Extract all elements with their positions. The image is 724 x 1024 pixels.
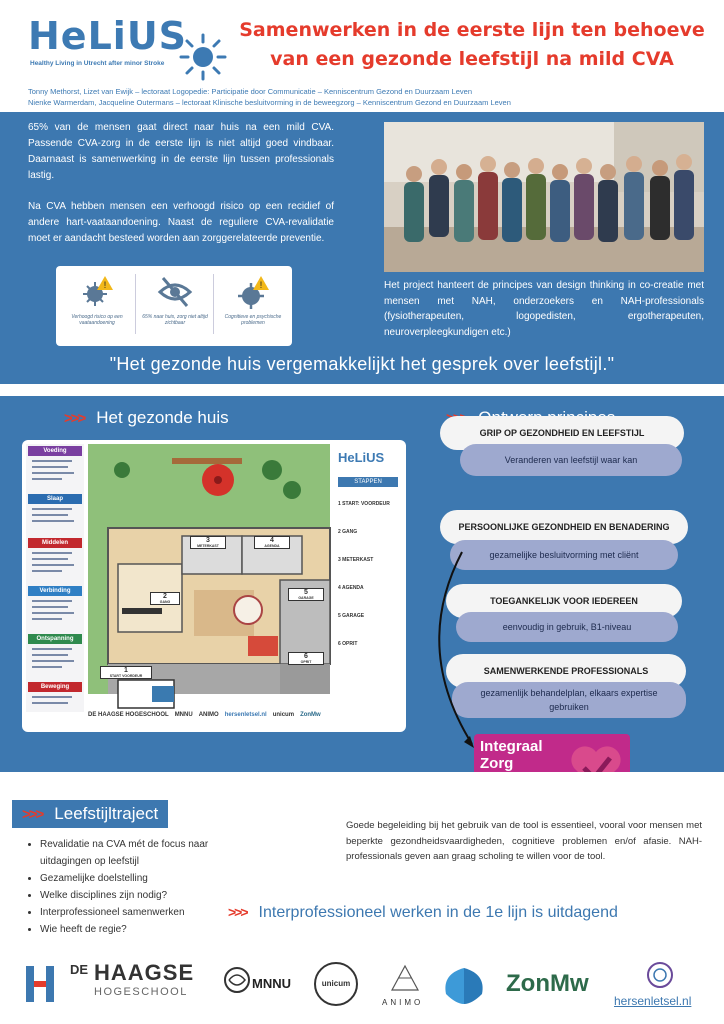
logo-zonmw: ZonMw <box>506 970 589 997</box>
hersenletsel-text: hersenletsel.nl <box>614 994 692 1008</box>
section-leefstijltraject <box>12 800 168 828</box>
cva-item-label: Verhoogd risico op een vaataandoening <box>71 314 123 326</box>
step-3: 3 METERKAST <box>338 557 374 563</box>
principle-3-sub: eenvoudig in gebruik, B1-niveau <box>456 612 678 642</box>
animo-text: ANIMO <box>382 998 424 1007</box>
principle-1-sub: Veranderen van leefstijl waar kan <box>460 444 682 476</box>
logo-tagline: Healthy Living in Utrecht after minor Stroke <box>30 60 165 67</box>
category-beweging: Beweging <box>40 684 70 690</box>
cva-item-cognitive <box>214 270 292 342</box>
brain-icon <box>224 966 250 1000</box>
room-number: 4 <box>270 537 274 544</box>
logo-zonmw: ZonMw <box>300 712 321 718</box>
chevrons-icon: >>> <box>228 904 247 920</box>
sun-icon <box>178 32 228 82</box>
room-name: GARAGE <box>298 596 314 600</box>
category-slaap: Slaap <box>46 496 63 502</box>
step-2: 2 GANG <box>338 529 358 535</box>
authors-line-1: Tonny Methorst, Lizet van Ewijk – lectoraat Logopedie: Participatie door Communicatie – Kenniscentrum Gezond en Duurzaam Leven <box>28 87 472 96</box>
wing-icon <box>440 964 488 1008</box>
poster-title <box>232 16 712 74</box>
room-label-oprit <box>288 652 324 665</box>
logo-name: HeLiUS <box>28 14 188 58</box>
hhs-mark-icon <box>24 964 68 1004</box>
room-name: OPRIT <box>300 660 312 664</box>
arrow-icon <box>422 548 482 758</box>
intro-text <box>28 120 334 262</box>
divider <box>0 384 724 396</box>
hhs-haagse: HAAGSE <box>94 960 195 985</box>
authors-line-2: Nienke Warmerdam, Jacqueline Outermans – lectoraat Klinische besluitvorming in de beweegzorg – Kenniscentrum Gezond en Duurzaam Leven <box>28 98 511 107</box>
logo-haagse-hogeschool <box>24 964 68 1009</box>
logo-animo: ANIMO <box>198 712 219 718</box>
section-title: Het gezonde huis <box>96 408 229 427</box>
room-name: START VOORDEUR <box>109 674 143 678</box>
svg-text:!: ! <box>259 280 263 290</box>
room-label-gang <box>150 592 180 605</box>
principle-2-head: PERSOONLIJKE GEZONDHEID EN BENADERING <box>440 510 688 544</box>
list-item: • Gezamelijke doelstelling <box>40 870 250 887</box>
category-middelen: Middelen <box>41 540 68 546</box>
section-het-gezonde-huis <box>64 408 229 428</box>
hhs-hogeschool: HOGESCHOOL <box>94 986 188 998</box>
leefstijl-list <box>40 836 250 938</box>
gezonde-huis-map <box>22 440 406 732</box>
intro-paragraph-2: Na CVA hebben mensen een verhoogd risico op een recidief of andere hart-vaataandoening. Naast de reguliere CVA-revalidatie moet er aandacht besteed worden aan zorggerelateerde preventie. <box>28 201 334 244</box>
room-name: GANG <box>159 600 171 604</box>
iza-line-1: Integraal <box>480 738 543 755</box>
team-photo-illustration <box>384 122 704 272</box>
room-name: METERKAST <box>197 544 219 548</box>
steps-title: STAPPEN <box>338 477 398 487</box>
logo-haagse-hogeschool: DE HAAGSE HOGESCHOOL <box>88 712 169 718</box>
room-number: 3 <box>206 537 210 544</box>
room-name: AGENDA <box>264 544 280 548</box>
brain-outline-icon <box>640 960 680 990</box>
room-label-voordeur <box>100 666 152 679</box>
logo-unicum: unicum <box>272 712 295 718</box>
list-item: • Wie heeft de regie? <box>40 921 250 938</box>
room-label-agenda <box>254 536 290 549</box>
list-item: • Interprofessioneel samenwerken <box>40 904 250 921</box>
eye-slash-icon <box>157 274 193 310</box>
virus-warning-icon <box>79 274 115 310</box>
steps-panel <box>334 444 402 694</box>
cva-item-label: Cognitieve en psychische problemen <box>224 314 282 326</box>
footer-logos <box>0 944 724 1024</box>
guide-text: Goede begeleiding bij het gebruik van de tool is essentieel, vooral voor mensen met beperkte gezondheidsvaardigheden, cognitieve problemen en/of afasie. NAH-professionals geven aan graag scholing te willen voor de tool. <box>346 820 702 862</box>
team-photo <box>384 122 704 272</box>
room-number: 5 <box>304 589 308 596</box>
principle-3-head: TOEGANKELIJK VOOR IEDEREEN <box>446 584 682 618</box>
brain-warning-icon <box>235 274 271 310</box>
principle-4-sub: gezamenlijk behandelplan, elkaars expertise gebruiken <box>452 682 686 718</box>
title-line-1: Samenwerken in de eerste lijn ten behoeve <box>239 19 705 41</box>
logo-unicum: unicum <box>314 962 358 1006</box>
logo-mnnu <box>224 966 250 1005</box>
logo-animo <box>390 964 420 999</box>
room-number: 2 <box>163 593 167 600</box>
principle-1-head: GRIP OP GEZONDHEID EN LEEFSTIJL <box>440 416 684 450</box>
chevrons-icon: >>> <box>64 410 85 427</box>
step-5: 5 GARAGE <box>338 613 365 619</box>
chevrons-icon: >>> <box>22 806 43 823</box>
room-label-garage <box>288 588 324 601</box>
mnnu-text: MNNU <box>252 976 291 991</box>
logo-hersenletsel: hersenletsel.nl <box>224 712 267 718</box>
list-item: • Revalidatie na CVA mét de focus naar uitdagingen op leefstijl <box>40 836 250 870</box>
room-number: 1 <box>124 667 128 674</box>
title-line-2: van een gezonde leefstijl na mild CVA <box>270 48 674 70</box>
interprofessioneel-statement <box>228 904 618 922</box>
list-item: • Welke disciplines zijn nodig? <box>40 887 250 904</box>
helius-logo <box>28 14 228 74</box>
divider <box>0 772 724 784</box>
quote: "Het gezonde huis vergemakkelijkt het gesprek over leefstijl." <box>109 354 615 374</box>
intro-paragraph-1: 65% van de mensen gaat direct naar huis na een mild CVA. Passende CVA-zorg in de eerste lijn is niet altijd goed vindbaar. Daarnaast is samenwerking in de eerste lijn tussen professionals lastig. <box>28 122 334 181</box>
logo-hersenletsel <box>640 960 680 995</box>
header <box>0 0 724 112</box>
category-voeding: Voeding <box>43 448 67 454</box>
category-ontspanning: Ontspanning <box>36 636 74 642</box>
authors <box>28 86 511 108</box>
step-6: 6 OPRIT <box>338 641 358 647</box>
principle-2-sub: gezamelijke besluitvorming met cliënt <box>450 540 678 570</box>
cva-card <box>56 266 292 346</box>
steps-logo: HeLiUS <box>338 450 385 465</box>
statement-text: Interprofessioneel werken in de 1e lijn is uitdagend <box>258 904 618 921</box>
step-4: 4 AGENDA <box>338 585 364 591</box>
hhs-de: DE <box>70 962 89 977</box>
principle-4-head: SAMENWERKENDE PROFESSIONALS <box>446 654 686 688</box>
room-label-meterkast <box>190 536 226 549</box>
map-footer-logos <box>88 702 406 728</box>
cva-item-risk <box>58 270 136 342</box>
logo-mnnu: MNNU <box>174 712 193 718</box>
logo-wing <box>440 964 488 1013</box>
project-text: Het project hanteert de principes van design thinking in co-creatie met mensen met NAH, onderzoekers en NAH-professionals (fysiotherapeuten, logopedisten, ergotherapeuten, neuroverpleegkundigen etc.) <box>384 280 704 338</box>
iza-line-2: Zorg <box>480 755 514 772</box>
room-number: 6 <box>304 653 308 660</box>
category-verbinding: Verbinding <box>39 588 71 594</box>
cva-item-home <box>136 270 214 342</box>
cva-item-label: 65% naar huis, zorg niet altijd zichtbaar <box>142 314 208 326</box>
step-1: 1 START: VOORDEUR <box>338 501 390 507</box>
animo-mark-icon <box>390 964 420 994</box>
section-title: Leefstijltraject <box>54 804 159 823</box>
svg-text:!: ! <box>103 280 107 290</box>
